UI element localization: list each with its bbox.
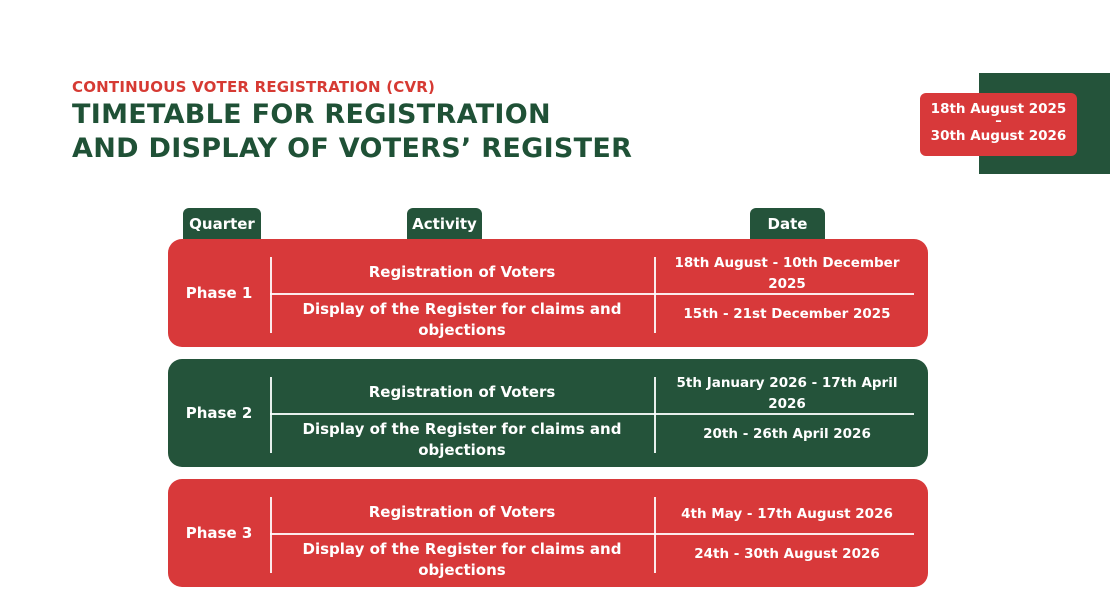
phase-3-card: [168, 479, 928, 587]
badge-separator: –: [995, 114, 1002, 129]
date-range-badge: [920, 93, 1077, 156]
eyebrow-heading: CONTINUOUS VOTER REGISTRATION (CVR): [72, 78, 436, 96]
column-header-date: Date: [750, 208, 825, 240]
date-cell: 18th August - 10th December 2025: [674, 255, 900, 292]
phase-label: Phase 3: [185, 524, 253, 542]
title-line-1: TIMETABLE FOR REGISTRATION: [72, 99, 551, 130]
column-header-activity: Activity: [407, 208, 482, 240]
activity-cell: Registration of Voters: [368, 262, 556, 281]
phase-2-card: [168, 359, 928, 467]
activity-cell: Registration of Voters: [368, 502, 556, 521]
badge-start-date: 18th August 2025: [930, 101, 1067, 117]
date-cell: 24th - 30th August 2026: [694, 545, 880, 562]
date-cell: 5th January 2026 - 17th April 2026: [676, 375, 898, 412]
divider: [270, 533, 914, 535]
page-title: [72, 98, 632, 166]
activity-cell: Display of the Register for claims and objections: [302, 540, 622, 579]
activity-cell: Registration of Voters: [368, 382, 556, 401]
date-cell: 4th May - 17th August 2026: [681, 505, 893, 522]
phase-label: Phase 2: [185, 404, 253, 422]
date-cell: 15th - 21st December 2025: [683, 305, 891, 322]
column-header-quarter: Quarter: [183, 208, 261, 240]
activity-cell: Display of the Register for claims and objections: [302, 420, 622, 459]
phase-1-card: [168, 239, 928, 347]
title-line-2: AND DISPLAY OF VOTERS’ REGISTER: [72, 133, 633, 164]
phase-label: Phase 1: [185, 284, 253, 302]
activity-cell: Display of the Register for claims and objections: [302, 300, 622, 339]
date-cell: 20th - 26th April 2026: [703, 425, 871, 442]
badge-end-date: 30th August 2026: [930, 128, 1067, 144]
